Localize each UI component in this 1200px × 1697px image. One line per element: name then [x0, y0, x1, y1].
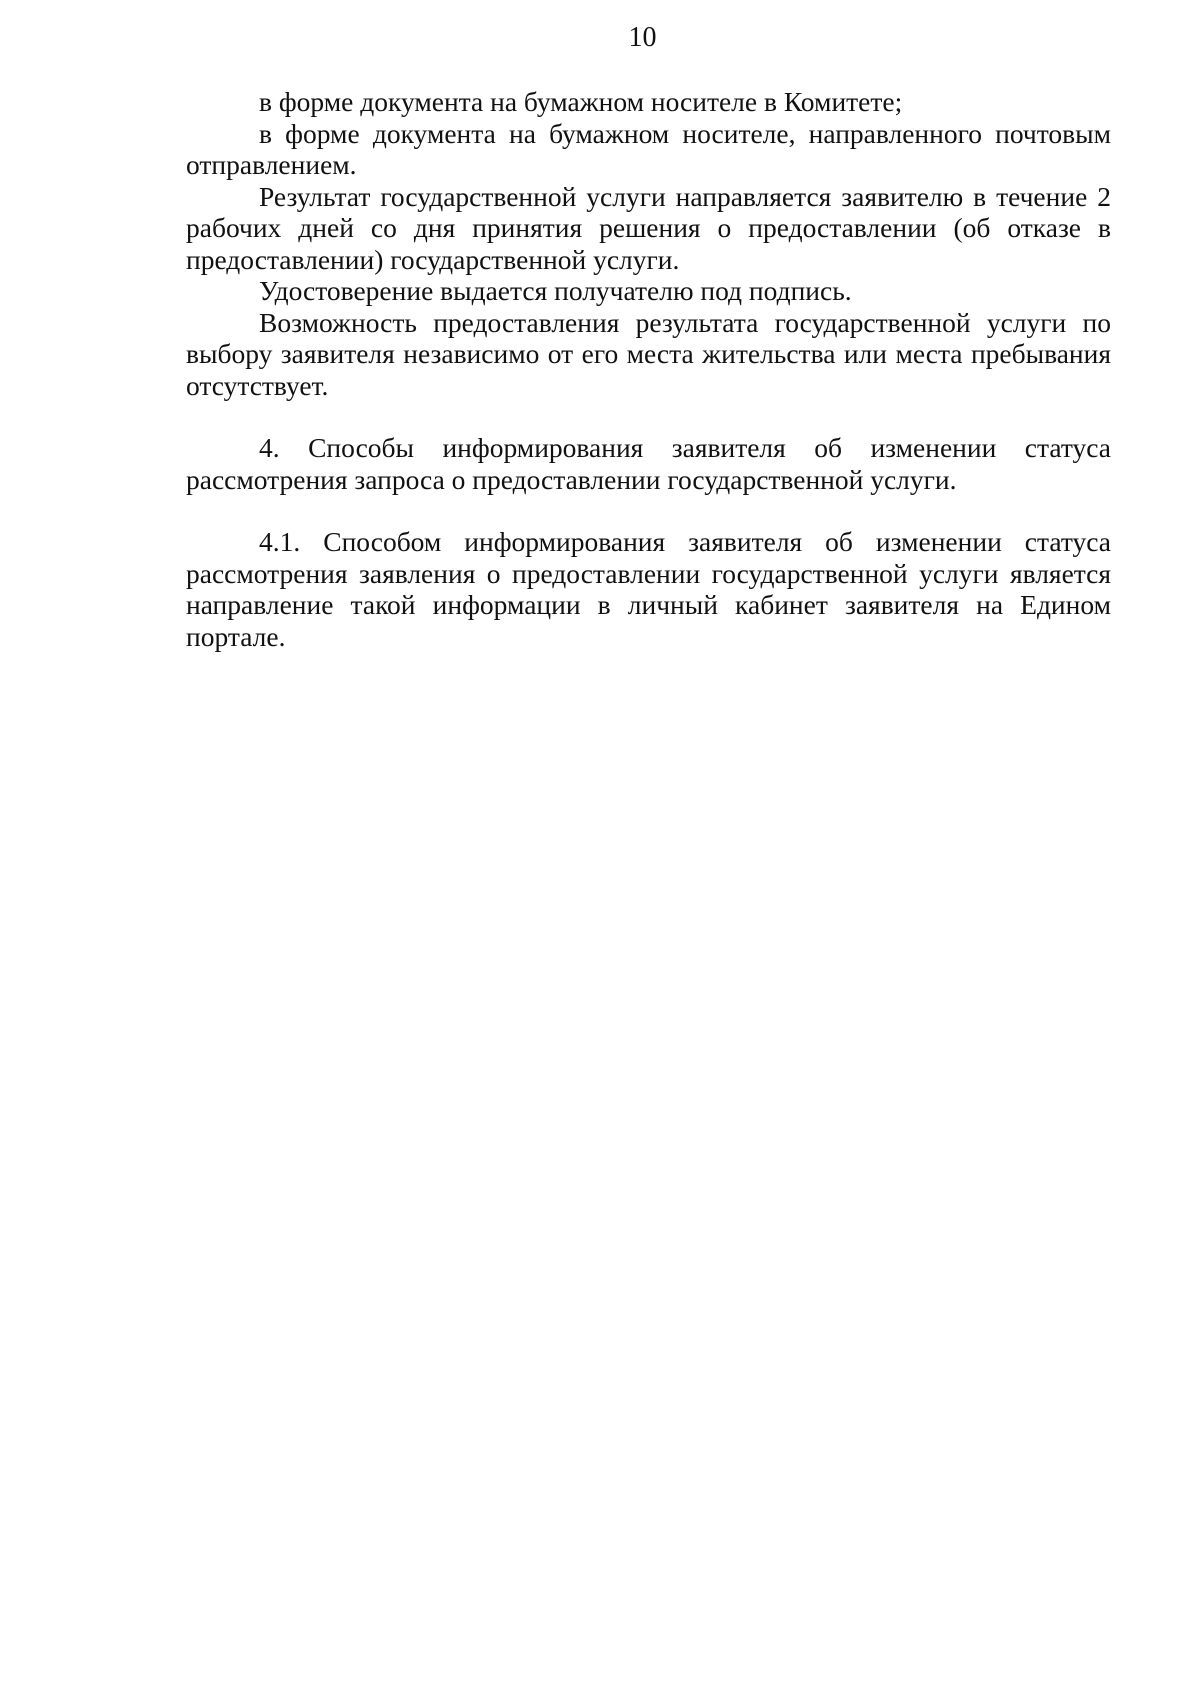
document-body: [186, 86, 1111, 652]
paragraph-spacer: [186, 495, 1111, 526]
paragraph-extraterritorial-unavailable: Возможность предоставления результата государственной услуги по выбору заявителя независимо от его места жительства или места пребывания отсутствует.: [186, 306, 1111, 401]
paragraph-certificate-issuance: Удостоверение выдается получателю под подпись.: [259, 275, 852, 306]
paragraph-paper-in-committee: в форме документа на бумажном носителе в Комитете;: [259, 86, 903, 117]
section-body: 4.1. Способом информирования заявителя об изменении статуса рассмотрения заявления о предоставлении государственной услуги является направление такой информации в личный кабинет заявителя на Едином портале.: [186, 526, 1111, 652]
paragraph-result-timing: Результат государственной услуги направляется заявителю в течение 2 рабочих дней со дня принятия решения о предоставлении (об отказе в предоставлении) государственной услуги.: [186, 180, 1111, 275]
section-heading: 4. Способы информирования заявителя об изменении статуса рассмотрения запроса о предоставлении государственной услуги.: [186, 432, 1111, 495]
paragraph-paper-by-mail: в форме документа на бумажном носителе, направленного почтовым отправлением.: [186, 117, 1111, 180]
page-number: 10: [628, 22, 657, 53]
paragraph-spacer: [186, 401, 1111, 432]
